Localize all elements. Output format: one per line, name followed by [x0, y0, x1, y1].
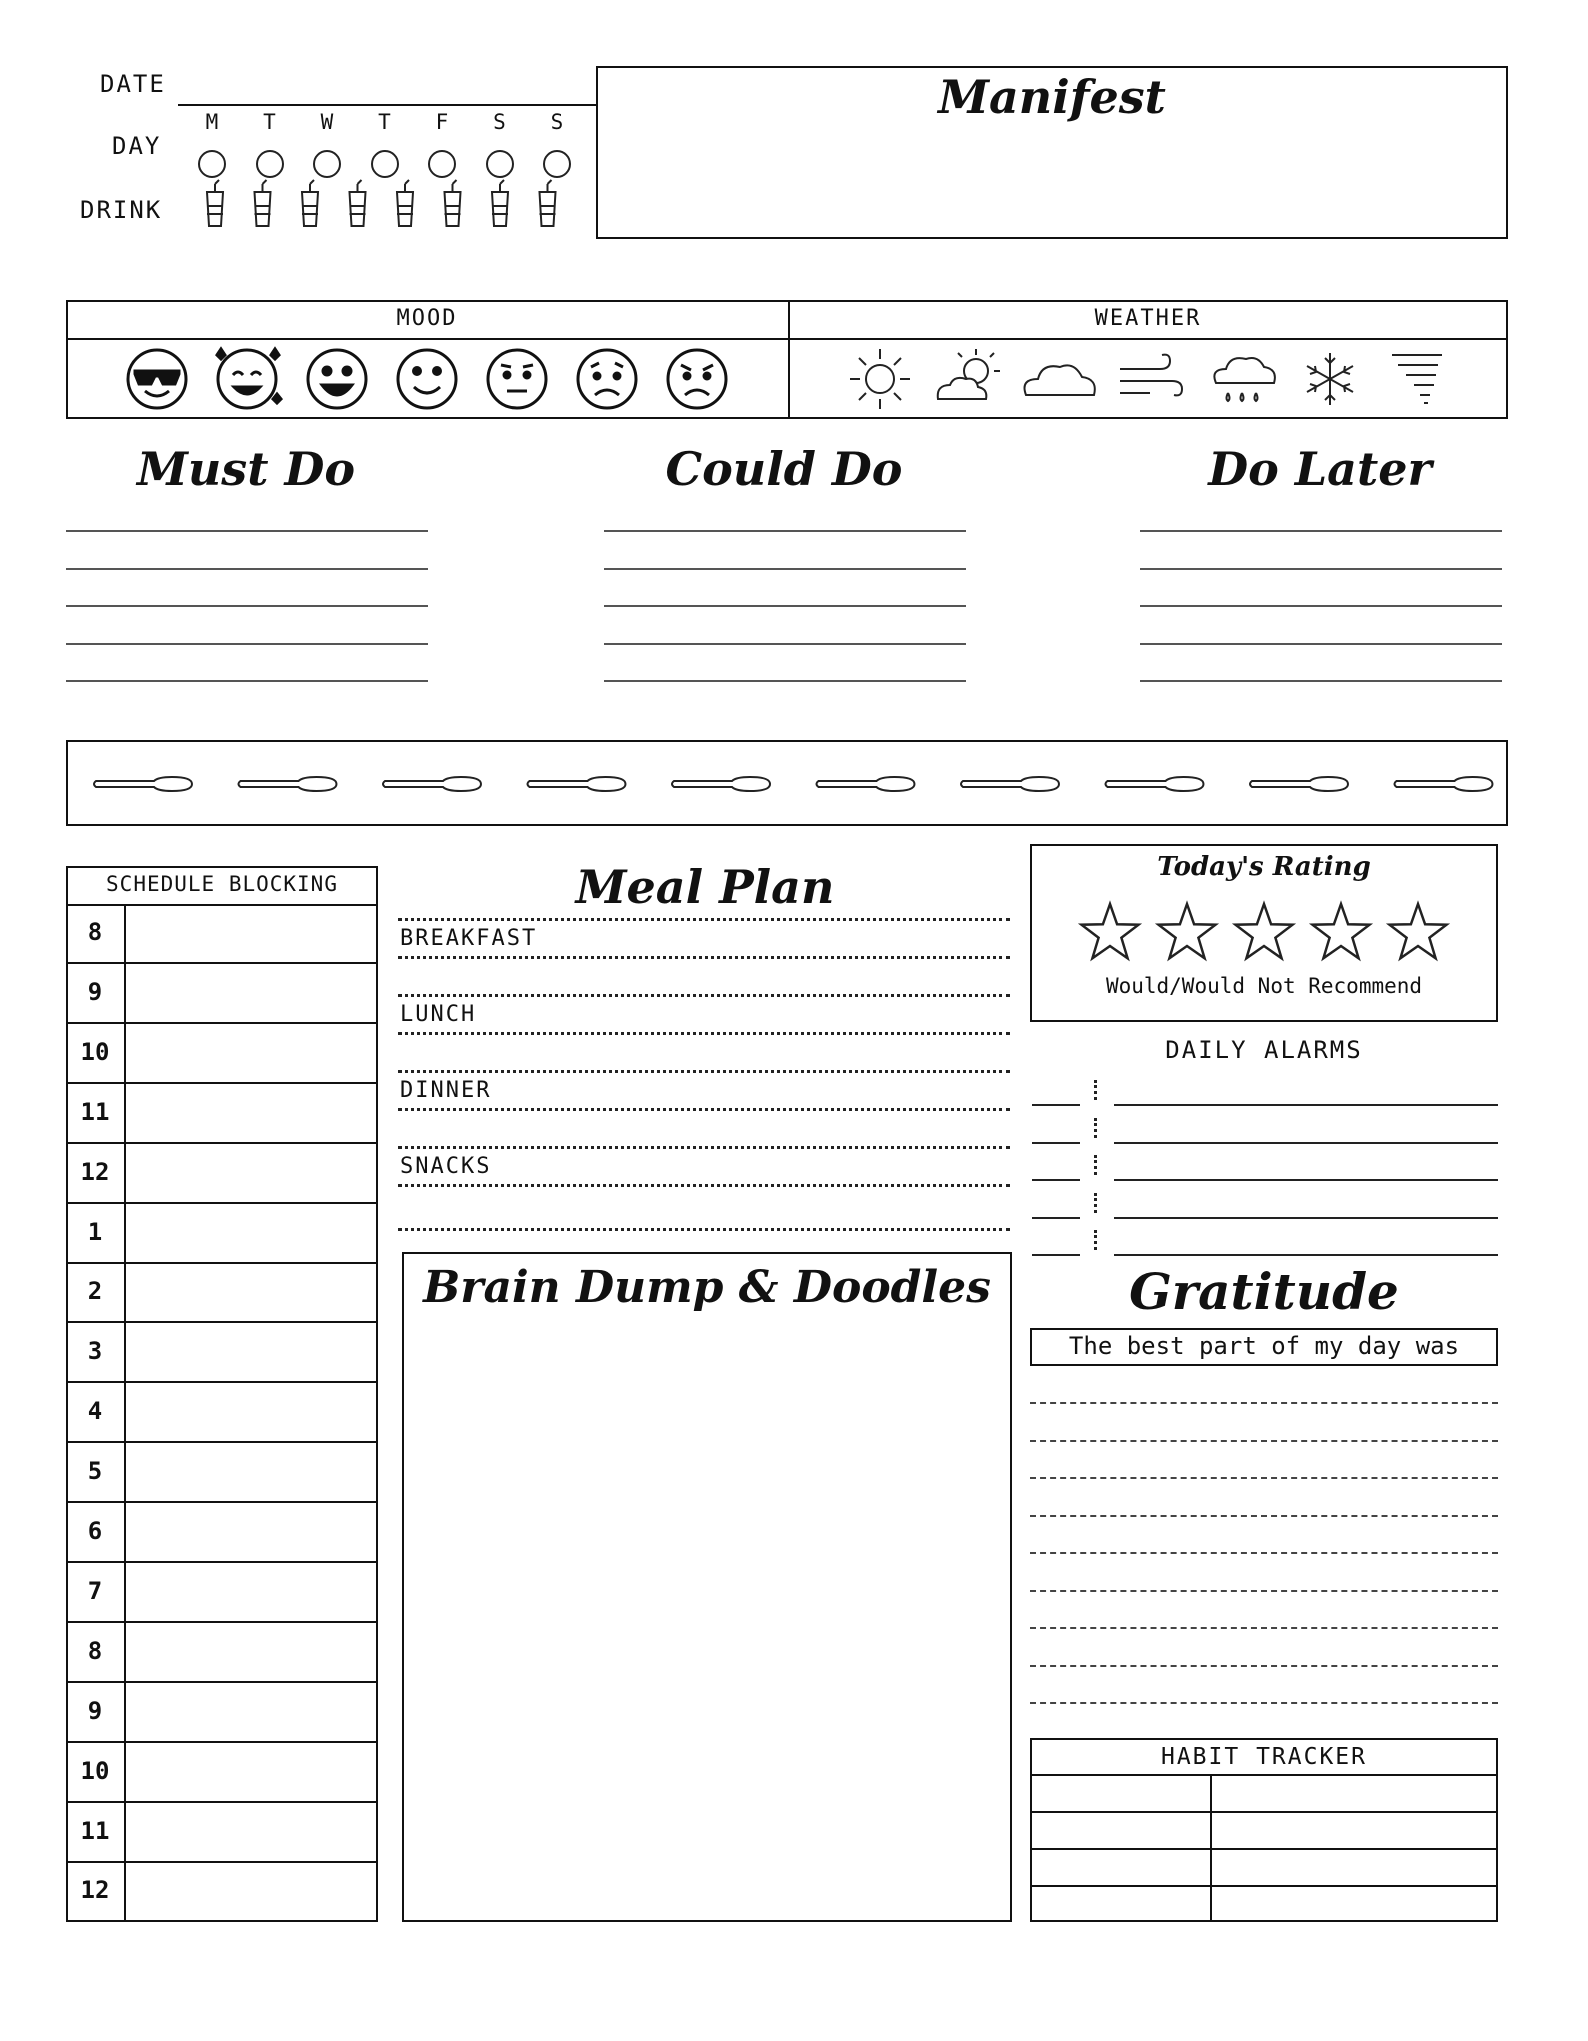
schedule-title: SCHEDULE BLOCKING [106, 872, 338, 896]
gratitude-line[interactable] [1030, 1702, 1498, 1704]
habit-check-cell[interactable] [1210, 1811, 1498, 1848]
meal-label: SNACKS [400, 1154, 492, 1179]
meal-entry-line[interactable] [398, 1032, 1010, 1035]
schedule-hour: 2 [87, 1277, 103, 1306]
star-icon[interactable] [1082, 904, 1139, 958]
alarm-colon [1094, 1230, 1101, 1250]
star-icon[interactable] [1313, 904, 1370, 958]
rating-caption: Would/Would Not Recommend [1105, 974, 1423, 998]
meal-line [398, 1146, 1010, 1149]
alarm-colon [1094, 1193, 1101, 1213]
gratitude-line[interactable] [1030, 1402, 1498, 1404]
gratitude-line[interactable] [1030, 1665, 1498, 1667]
schedule-hour: 11 [80, 1097, 110, 1126]
habit-check-cell[interactable] [1210, 1774, 1498, 1811]
could-do-title: Could Do [665, 442, 903, 496]
brain-dump-box[interactable] [402, 1252, 1012, 1922]
schedule-hour: 9 [87, 1696, 103, 1725]
meal-entry-line[interactable] [398, 1184, 1010, 1187]
meal-label: BREAKFAST [400, 926, 538, 951]
day-label: DAY [112, 132, 162, 160]
schedule-hour: 7 [87, 1576, 103, 1605]
meal-line [398, 1070, 1010, 1073]
alarm-label-line[interactable] [1114, 1179, 1498, 1181]
meal-plan-title: Meal Plan [575, 860, 835, 914]
schedule-hour: 12 [80, 1876, 110, 1905]
day-letter: W [320, 110, 334, 134]
habit-name-cell[interactable] [1030, 1774, 1210, 1811]
schedule-hour: 10 [80, 1756, 110, 1785]
star-icon[interactable] [1159, 904, 1216, 958]
must-do-title: Must Do [136, 442, 356, 496]
schedule-hour: 9 [87, 977, 103, 1006]
alarm-label-line[interactable] [1114, 1217, 1498, 1219]
gratitude-title: Gratitude [1129, 1262, 1399, 1321]
day-letter: S [550, 110, 564, 134]
gratitude-line[interactable] [1030, 1477, 1498, 1479]
alarm-time-line[interactable] [1032, 1179, 1080, 1181]
schedule-hour: 10 [80, 1037, 110, 1066]
alarm-time-line[interactable] [1032, 1217, 1080, 1219]
habit-column-divider [1210, 1774, 1212, 1922]
alarm-time-line[interactable] [1032, 1142, 1080, 1144]
schedule-hour: 11 [80, 1816, 110, 1845]
gratitude-line[interactable] [1030, 1552, 1498, 1554]
rating-title: Today's Rating [1157, 852, 1371, 882]
mood-label: MOOD [396, 306, 458, 331]
habit-check-cell[interactable] [1210, 1885, 1498, 1922]
habit-tracker-title: HABIT TRACKER [1160, 1744, 1367, 1770]
alarm-colon [1094, 1118, 1101, 1138]
schedule-hour: 5 [87, 1457, 103, 1486]
alarm-colon [1094, 1080, 1101, 1100]
brain-dump-title: Brain Dump & Doodles [423, 1262, 991, 1313]
schedule-hour: 8 [87, 1636, 103, 1665]
schedule-hour: 8 [87, 918, 103, 946]
do-later-title: Do Later [1208, 442, 1432, 496]
schedule-hour: 12 [80, 1157, 110, 1186]
day-letter: F [435, 110, 449, 134]
alarm-time-line[interactable] [1032, 1104, 1080, 1106]
drink-label: DRINK [80, 196, 163, 224]
star-icon[interactable] [1236, 904, 1293, 958]
alarm-label-line[interactable] [1114, 1104, 1498, 1106]
day-letter: T [263, 110, 276, 134]
alarm-label-line[interactable] [1114, 1142, 1498, 1144]
meal-entry-line[interactable] [398, 1228, 1010, 1231]
alarms-title: DAILY ALARMS [1165, 1036, 1363, 1064]
habit-name-cell[interactable] [1030, 1885, 1210, 1922]
meal-label: LUNCH [400, 1002, 477, 1027]
schedule-hour: 4 [87, 1397, 103, 1426]
day-letter: T [378, 110, 391, 134]
meal-entry-line[interactable] [398, 1108, 1010, 1111]
habit-name-cell[interactable] [1030, 1811, 1210, 1848]
gratitude-line[interactable] [1030, 1590, 1498, 1592]
meal-label: DINNER [400, 1078, 492, 1103]
weather-label: WEATHER [1094, 306, 1202, 331]
gratitude-line[interactable] [1030, 1440, 1498, 1442]
manifest-title: Manifest [938, 70, 1166, 124]
day-letter: M [205, 110, 219, 134]
alarm-colon [1094, 1155, 1101, 1175]
gratitude-line[interactable] [1030, 1515, 1498, 1517]
alarm-time-line[interactable] [1032, 1254, 1080, 1256]
habit-check-cell[interactable] [1210, 1848, 1498, 1885]
rating-stars [0, 0, 1588, 1000]
day-letter: S [493, 110, 506, 134]
gratitude-line[interactable] [1030, 1627, 1498, 1629]
schedule-hour: 1 [87, 1217, 103, 1246]
habit-name-cell[interactable] [1030, 1848, 1210, 1885]
schedule-hour: 6 [87, 1517, 103, 1545]
star-icon[interactable] [1390, 904, 1447, 958]
schedule-hour: 3 [87, 1337, 103, 1366]
date-label: DATE [100, 70, 166, 98]
alarm-label-line[interactable] [1114, 1254, 1498, 1256]
gratitude-prompt: The best part of my day was [1068, 1332, 1460, 1360]
